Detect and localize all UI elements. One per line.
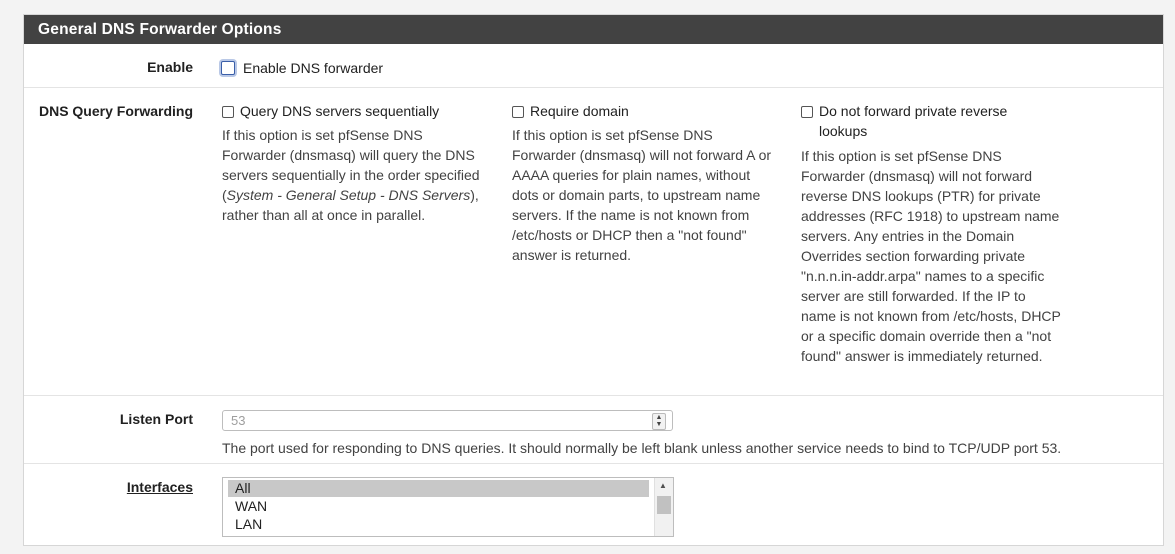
interface-option-lan[interactable]: LAN (235, 516, 263, 532)
no-private-reverse-checkbox[interactable] (801, 106, 813, 118)
listen-port-placeholder: 53 (231, 413, 246, 428)
interfaces-select[interactable] (222, 477, 674, 537)
listen-port-label: Listen Port (119, 411, 193, 427)
stepper-up-icon[interactable]: ▲ (655, 414, 663, 421)
option-query-sequentially[interactable] (220, 101, 490, 123)
require-domain-help: If this option is set pfSense DNS Forwarder (dnsmasq) will not forward A or AAAA queries for plain names, without dots or domain parts, to upstream name servers. If the name is not known from /etc/hosts or DHCP then a "not found" answer is returned. (512, 127, 772, 263)
enable-label: Enable (147, 59, 193, 75)
no-private-reverse-label[interactable]: Do not forward private reverse lookups (819, 103, 1008, 139)
require-domain-checkbox[interactable] (512, 106, 524, 118)
interfaces-row (24, 464, 1163, 554)
dns-forwarder-options-panel (23, 14, 1164, 546)
stepper-down-icon[interactable]: ▼ (655, 421, 663, 428)
query-forwarding-label: DNS Query Forwarding (38, 103, 193, 119)
port-stepper[interactable] (652, 413, 666, 430)
interfaces-scrollbar[interactable] (654, 478, 673, 537)
listen-port-input[interactable] (222, 410, 673, 431)
dns-servers-path: System - General Setup - DNS Servers (226, 187, 471, 203)
option-require-domain[interactable] (510, 101, 780, 123)
listen-port-help: The port used for responding to DNS queries. It should normally be left blank unless another service needs to bind to TCP/UDP port 53. (222, 440, 1062, 456)
scroll-thumb[interactable] (657, 496, 671, 514)
query-sequentially-help: If this option is set pfSense DNS Forwarder (dnsmasq) will query the DNS servers sequentially in the order specified (System - General Setup - DNS Servers), rather than all at once in parallel. (222, 127, 480, 223)
enable-row (24, 44, 1163, 88)
enable-dns-forwarder-label[interactable]: Enable DNS forwarder (243, 60, 384, 76)
query-sequentially-label[interactable]: Query DNS servers sequentially (240, 103, 440, 119)
panel-title: General DNS Forwarder Options (24, 15, 1163, 44)
option-no-private-reverse[interactable] (799, 101, 1039, 143)
interface-option-all[interactable]: All (228, 480, 649, 497)
require-domain-label[interactable]: Require domain (530, 103, 629, 119)
interfaces-label[interactable]: Interfaces (126, 479, 193, 495)
scroll-up-icon[interactable]: ▲ (659, 481, 667, 490)
query-forwarding-row (24, 88, 1163, 396)
listen-port-row (24, 396, 1163, 464)
enable-dns-forwarder-checkbox[interactable] (221, 61, 235, 75)
enable-option[interactable] (220, 58, 420, 78)
query-sequentially-checkbox[interactable] (222, 106, 234, 118)
interface-option-wan[interactable]: WAN (235, 498, 268, 514)
no-private-reverse-help: If this option is set pfSense DNS Forwarder (dnsmasq) will not forward reverse DNS lookups (PTR) for private addresses (RFC 1918) to upstream name servers. Any entries in the Domain Overrides section forwarding private "n.n.n.in-addr.arpa" names to a specific server are still forwarded. If the IP to name is not known from /etc/hosts, DHCP or a specific domain override then a "not found" answer is immediately returned. (801, 148, 1061, 364)
